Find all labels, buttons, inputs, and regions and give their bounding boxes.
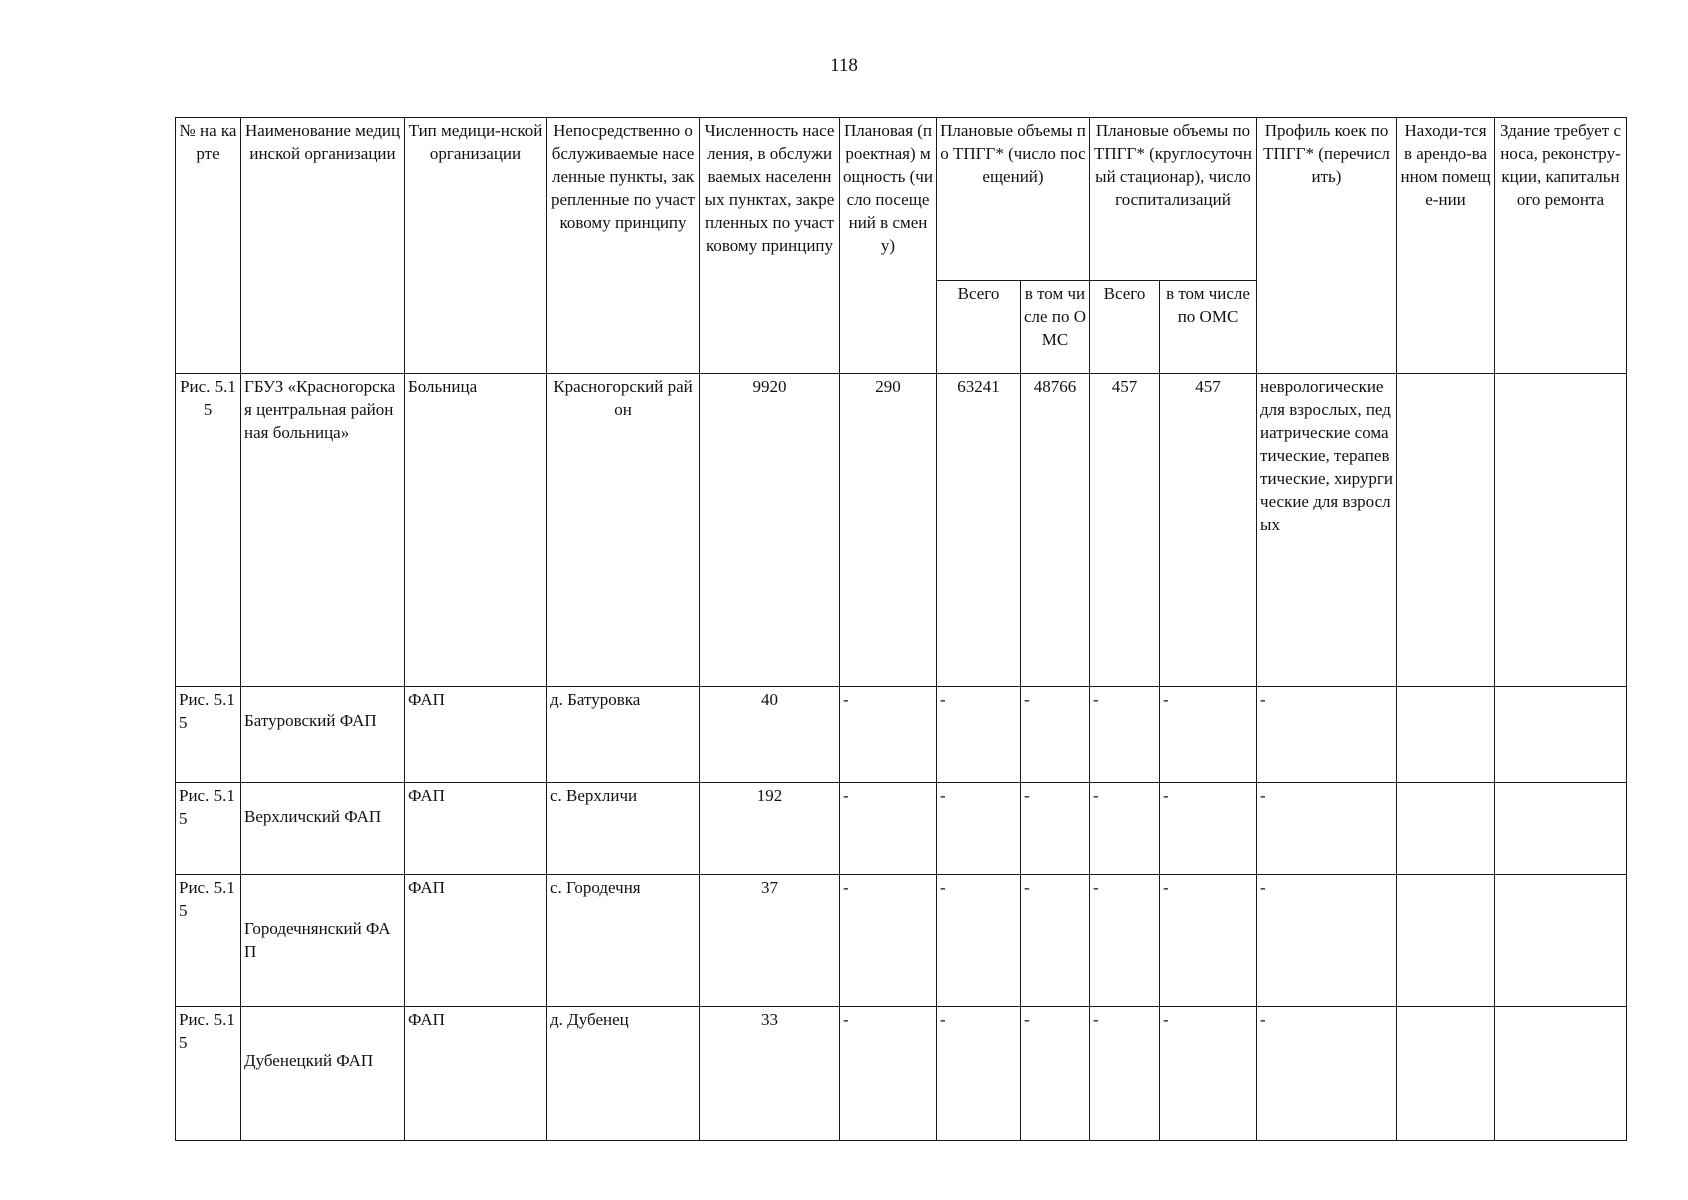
cell-num: Рис. 5.15 [176,875,241,1007]
cell-name: Дубенецкий ФАП [241,1007,405,1141]
header-visits-oms: в том числе по ОМС [1021,281,1090,374]
cell-visits-oms: - [1021,783,1090,875]
cell-beds: - [1257,687,1397,783]
cell-hosp-total: - [1090,1007,1160,1141]
cell-hosp-oms: - [1160,687,1257,783]
cell-name: Верхличский ФАП [241,783,405,875]
cell-hosp-total: 457 [1090,374,1160,687]
cell-visits-oms: - [1021,687,1090,783]
cell-hosp-oms: - [1160,1007,1257,1141]
cell-rented [1397,783,1495,875]
header-num: № на карте [176,118,241,374]
cell-hosp-total: - [1090,875,1160,1007]
cell-capacity: - [840,783,937,875]
cell-visits-total: 63241 [937,374,1021,687]
cell-population: 9920 [700,374,840,687]
cell-num: Рис. 5.15 [176,1007,241,1141]
cell-visits-total: - [937,687,1021,783]
cell-hosp-oms: 457 [1160,374,1257,687]
header-hosp-total: Всего [1090,281,1160,374]
cell-rented [1397,1007,1495,1141]
cell-building [1495,783,1627,875]
cell-type: Больница [405,374,547,687]
cell-beds: - [1257,875,1397,1007]
cell-building [1495,875,1627,1007]
cell-num: Рис. 5.15 [176,687,241,783]
cell-building [1495,687,1627,783]
header-type: Тип медици-нской организации [405,118,547,374]
header-capacity: Плановая (проектная) мощность (число посещений в смену) [840,118,937,374]
cell-capacity: 290 [840,374,937,687]
header-beds: Профиль коек по ТПГГ* (перечислить) [1257,118,1397,374]
header-served: Непосредственно обслуживаемые населенные пункты, закрепленные по участковому принципу [547,118,700,374]
cell-type: ФАП [405,783,547,875]
cell-hosp-total: - [1090,783,1160,875]
header-building: Здание требует сноса, реконстру-кции, капитального ремонта [1495,118,1627,374]
table-row [176,875,1627,1007]
header-name: Наименование медицинской организации [241,118,405,374]
cell-rented [1397,687,1495,783]
header-visits: Плановые объемы по ТПГГ* (число посещений) [937,118,1090,281]
cell-served: с. Верхличи [547,783,700,875]
header-rented: Находи-тся в арендо-ванном помеще-нии [1397,118,1495,374]
cell-visits-total: - [937,783,1021,875]
cell-population: 33 [700,1007,840,1141]
cell-capacity: - [840,687,937,783]
cell-capacity: - [840,875,937,1007]
cell-beds: неврологические для взрослых, педиатрические соматические, терапевтические, хирургические для взрослых [1257,374,1397,687]
cell-served: Красногорский район [547,374,700,687]
table-row [176,1007,1627,1141]
cell-population: 192 [700,783,840,875]
cell-type: ФАП [405,1007,547,1141]
cell-visits-oms: - [1021,875,1090,1007]
cell-hosp-total: - [1090,687,1160,783]
cell-population: 40 [700,687,840,783]
cell-rented [1397,374,1495,687]
cell-served: с. Городечня [547,875,700,1007]
cell-building [1495,374,1627,687]
header-hosp: Плановые объемы по ТПГГ* (круглосуточный стационар), число госпитализаций [1090,118,1257,281]
cell-visits-total: - [937,1007,1021,1141]
header-visits-total: Всего [937,281,1021,374]
page-number: 118 [830,55,858,76]
cell-hosp-oms: - [1160,783,1257,875]
cell-beds: - [1257,1007,1397,1141]
header-population: Численность населения, в обслуживаемых населенных пунктах, закрепленных по участковому принципу [700,118,840,374]
medical-organizations-table [175,117,1627,1141]
cell-type: ФАП [405,875,547,1007]
cell-visits-oms: - [1021,1007,1090,1141]
table-header-row [176,118,1627,281]
cell-hosp-oms: - [1160,875,1257,1007]
cell-num: Рис. 5.15 [176,374,241,687]
cell-capacity: - [840,1007,937,1141]
cell-population: 37 [700,875,840,1007]
table-row [176,687,1627,783]
table-row [176,374,1627,687]
cell-served: д. Дубенец [547,1007,700,1141]
cell-served: д. Батуровка [547,687,700,783]
cell-visits-total: - [937,875,1021,1007]
cell-building [1495,1007,1627,1141]
cell-name: ГБУЗ «Красногорская центральная районная больница» [241,374,405,687]
cell-name: Батуровский ФАП [241,687,405,783]
cell-num: Рис. 5.15 [176,783,241,875]
table-row [176,783,1627,875]
cell-beds: - [1257,783,1397,875]
cell-type: ФАП [405,687,547,783]
cell-rented [1397,875,1495,1007]
header-hosp-oms: в том числе по ОМС [1160,281,1257,374]
cell-visits-oms: 48766 [1021,374,1090,687]
cell-name: Городечнянский ФАП [241,875,405,1007]
